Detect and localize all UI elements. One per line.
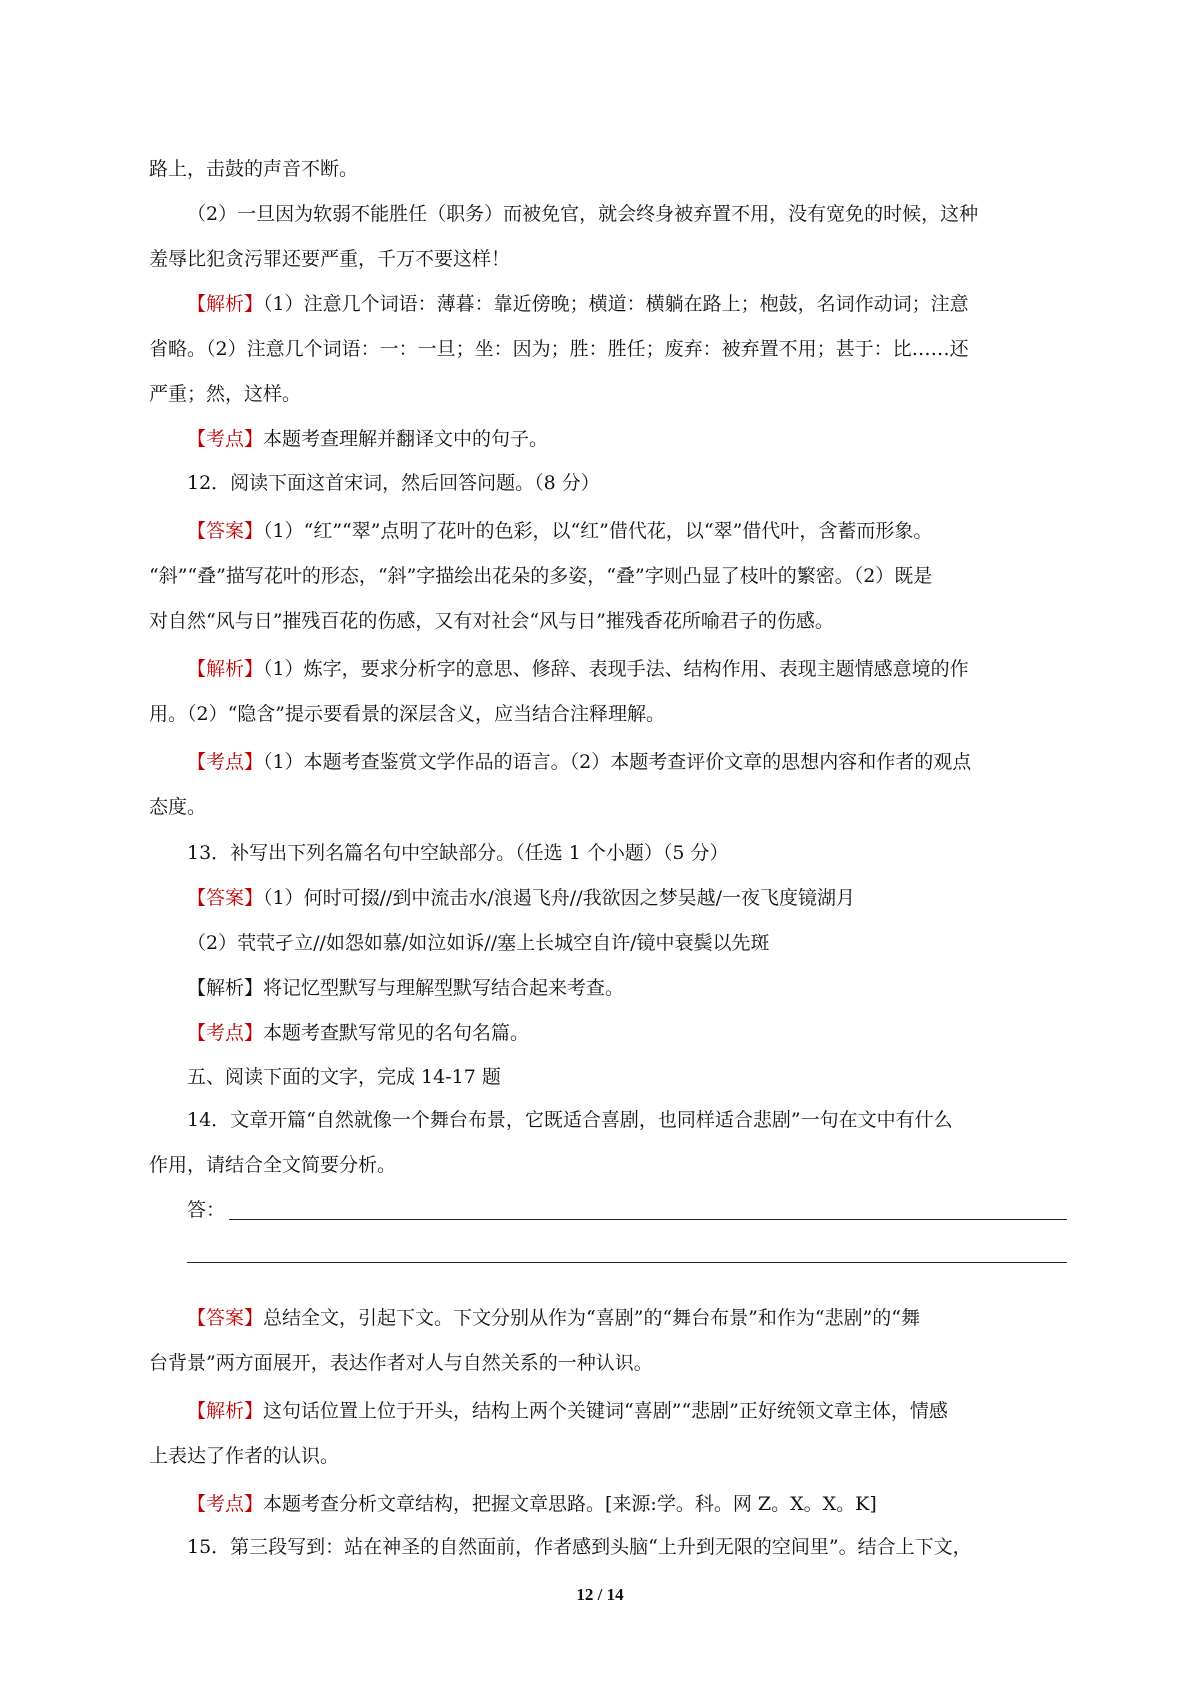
text-line: 严重；然，这样。 bbox=[149, 383, 302, 405]
kaodian-line: 【考点】本题考查默写常见的名句名篇。 bbox=[187, 1022, 530, 1044]
text-line: 路上，击鼓的声音不断。 bbox=[149, 158, 359, 180]
answer-blank-line[interactable] bbox=[229, 1219, 1067, 1220]
analysis-line: 【解析】（1）注意几个词语：薄暮：靠近傍晚；横道：横躺在路上；枹鼓，名词作动词；注意 bbox=[187, 293, 969, 315]
answer-line: 【答案】（1）“红”“翠”点明了花叶的色彩，以“红”借代花，以“翠”借代叶，含蓄而形象。 bbox=[187, 520, 933, 542]
question-line: 12．阅读下面这首宋词，然后回答问题。（8 分） bbox=[187, 472, 600, 494]
answer-blank-line[interactable] bbox=[187, 1262, 1067, 1263]
kaodian-line: 【考点】（1）本题考查鉴赏文学作品的语言。（2）本题考查评价文章的思想内容和作者的观点 bbox=[187, 751, 972, 773]
question-line: 13．补写出下列名篇名句中空缺部分。（任选 1 个小题）（5 分） bbox=[187, 842, 729, 864]
text-line: 用。（2）“隐含”提示要看景的深层含义，应当结合注释理解。 bbox=[149, 703, 666, 725]
answer-prompt: 答： bbox=[187, 1199, 226, 1221]
page-number: 12 / 14 bbox=[576, 1585, 624, 1604]
question-line: 14．文章开篇“自然就像一个舞台布景，它既适合喜剧，也同样适合悲剧”一句在文中有什么 bbox=[187, 1109, 953, 1131]
text-line: 省略。（2）注意几个词语：一：一旦；坐：因为；胜：胜任；废弃：被弃置不用；甚于：比……还 bbox=[149, 338, 969, 360]
answer-line: 【答案】（1）何时可掇//到中流击水/浪遏飞舟//我欲因之梦吴越/一夜飞度镜湖月 bbox=[187, 887, 856, 909]
text-line: 态度。 bbox=[149, 796, 207, 818]
text-line: （2）一旦因为软弱不能胜任（职务）而被免官，就会终身被弃置不用，没有宽免的时候，这种 bbox=[187, 203, 979, 225]
text-line: “斜”“叠”描写花叶的形态，“斜”字描绘出花朵的多姿，“叠”字则凸显了枝叶的繁密。（2）既是 bbox=[149, 565, 933, 587]
text-line: 作用，请结合全文简要分析。 bbox=[149, 1154, 397, 1176]
answer-line: （2）茕茕孑立//如怨如慕/如泣如诉//塞上长城空自许/镜中衰鬓以先斑 bbox=[187, 932, 770, 954]
text-line: 对自然“风与日”摧残百花的伤感，又有对社会“风与日”摧残香花所喻君子的伤感。 bbox=[149, 610, 834, 632]
answer-line: 【答案】总结全文，引起下文。下文分别从作为“喜剧”的“舞台布景”和作为“悲剧”的“舞 bbox=[187, 1307, 921, 1329]
text-line: 上表达了作者的认识。 bbox=[149, 1445, 340, 1467]
text-line: 台背景”两方面展开，表达作者对人与自然关系的一种认识。 bbox=[149, 1352, 653, 1374]
kaodian-line: 【考点】本题考查分析文章结构，把握文章思路。[来源:学。科。网 Z。X。X。K] bbox=[187, 1493, 877, 1515]
text-line: 羞辱比犯贪污罪还要严重，千万不要这样！ bbox=[149, 248, 511, 270]
analysis-line: 【解析】（1）炼字，要求分析字的意思、修辞、表现手法、结构作用、表现主题情感意境的作 bbox=[187, 658, 969, 680]
kaodian-line: 【考点】本题考查理解并翻译文中的句子。 bbox=[187, 428, 549, 450]
question-line: 15．第三段写到：站在神圣的自然面前，作者感到头脑“上升到无限的空间里”。结合上下文， bbox=[187, 1536, 972, 1558]
section-heading: 五、阅读下面的文字，完成 14-17 题 bbox=[187, 1066, 501, 1088]
analysis-line: 【解析】这句话位置上位于开头，结构上两个关键词“喜剧”“悲剧”正好统领文章主体，情感 bbox=[187, 1400, 948, 1422]
analysis-line: 【解析】将记忆型默写与理解型默写结合起来考查。 bbox=[187, 977, 625, 999]
